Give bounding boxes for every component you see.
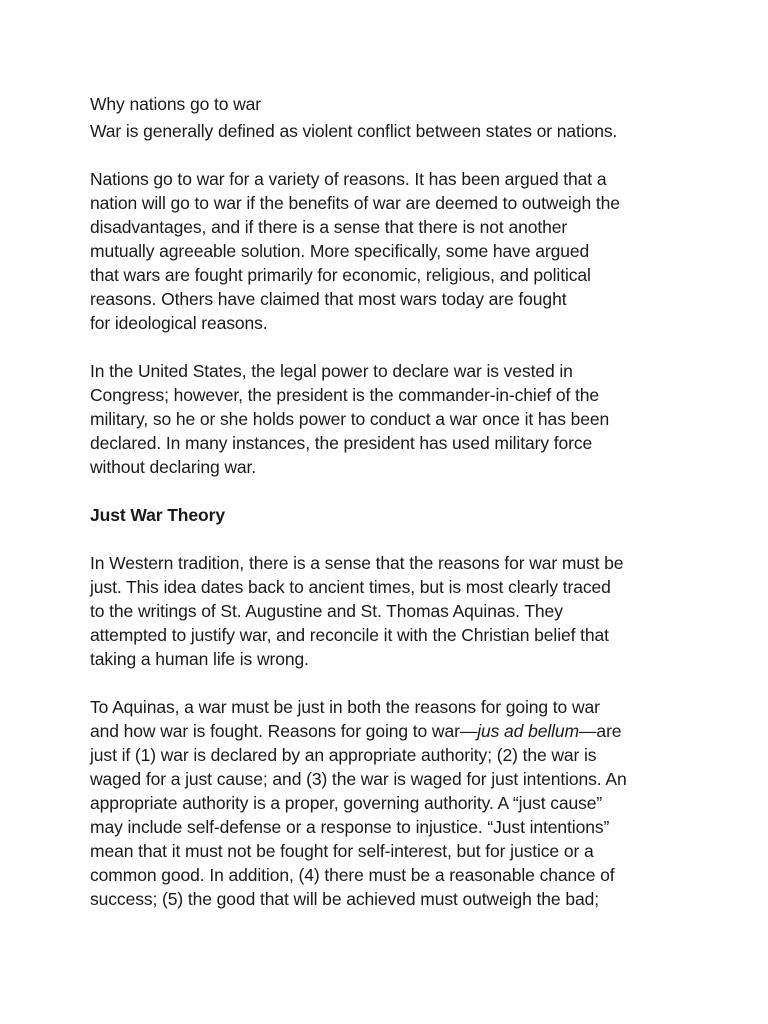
document-page [90, 92, 690, 911]
paragraph-line: To Aquinas, a war must be just in both the reasons for going to war [90, 697, 600, 717]
paragraph-line: Congress; however, the president is the commander-in-chief of the [90, 385, 600, 405]
paragraph-line: appropriate authority is a proper, governing authority. A “just cause” [90, 793, 603, 813]
paragraph-western-tradition [90, 551, 690, 671]
paragraph-line: taking a human life is wrong. [90, 649, 309, 669]
paragraph-line: for ideological reasons. [90, 313, 268, 333]
text-run: and how war is fought. Reasons for going to war— [90, 721, 478, 741]
paragraph-line: to the writings of St. Augustine and St. Thomas Aquinas. They [90, 601, 563, 621]
paragraph-line: Nations go to war for a variety of reasons. It has been argued that a [90, 169, 607, 189]
paragraph-gap [90, 335, 690, 359]
paragraph-line: success; (5) the good that will be achieved must outweigh the bad; [90, 889, 599, 909]
paragraph-line: may include self-defense or a response to injustice. “Just intentions” [90, 817, 610, 837]
paragraph-united-states [90, 359, 690, 479]
paragraph-line: without declaring war. [90, 457, 257, 477]
paragraph-line: mean that it must not be fought for self-interest, but for justice or a [90, 841, 594, 861]
paragraph-line-mixed [90, 719, 690, 743]
paragraph-gap [90, 527, 690, 551]
paragraph-line: waged for a just cause; and (3) the war is waged for just intentions. An [90, 769, 627, 789]
italic-term: jus ad bellum [477, 721, 580, 741]
paragraph-line: In the United States, the legal power to declare war is vested in [90, 361, 573, 381]
paragraph-line: nation will go to war if the benefits of war are deemed to outweigh the [90, 193, 620, 213]
paragraph-line: military, so he or she holds power to conduct a war once it has been [90, 409, 610, 429]
paragraph-aquinas [90, 695, 690, 911]
paragraph-reasons [90, 167, 690, 335]
paragraph-line: disadvantages, and if there is a sense that there is not another [90, 217, 568, 237]
paragraph-gap [90, 671, 690, 695]
document-title: Why nations go to war [90, 94, 262, 114]
text-run: —are [579, 721, 622, 741]
paragraph-gap [90, 143, 690, 167]
paragraph-line: that wars are fought primarily for economic, religious, and political [90, 265, 591, 285]
paragraph-line: reasons. Others have claimed that most wars today are fought [90, 289, 567, 309]
paragraph-line: just if (1) war is declared by an appropriate authority; (2) the war is [90, 745, 597, 765]
paragraph-line: common good. In addition, (4) there must be a reasonable chance of [90, 865, 615, 885]
paragraph-line: declared. In many instances, the president has used military force [90, 433, 593, 453]
paragraph-line: attempted to justify war, and reconcile it with the Christian belief that [90, 625, 609, 645]
paragraph-definition [90, 119, 690, 143]
section-heading: Just War Theory [90, 505, 225, 525]
paragraph-gap [90, 479, 690, 503]
paragraph-line: War is generally defined as violent conflict between states or nations. [90, 121, 618, 141]
paragraph-line: just. This idea dates back to ancient times, but is most clearly traced [90, 577, 611, 597]
paragraph-line: In Western tradition, there is a sense that the reasons for war must be [90, 553, 624, 573]
paragraph-line: mutually agreeable solution. More specifically, some have argued [90, 241, 590, 261]
